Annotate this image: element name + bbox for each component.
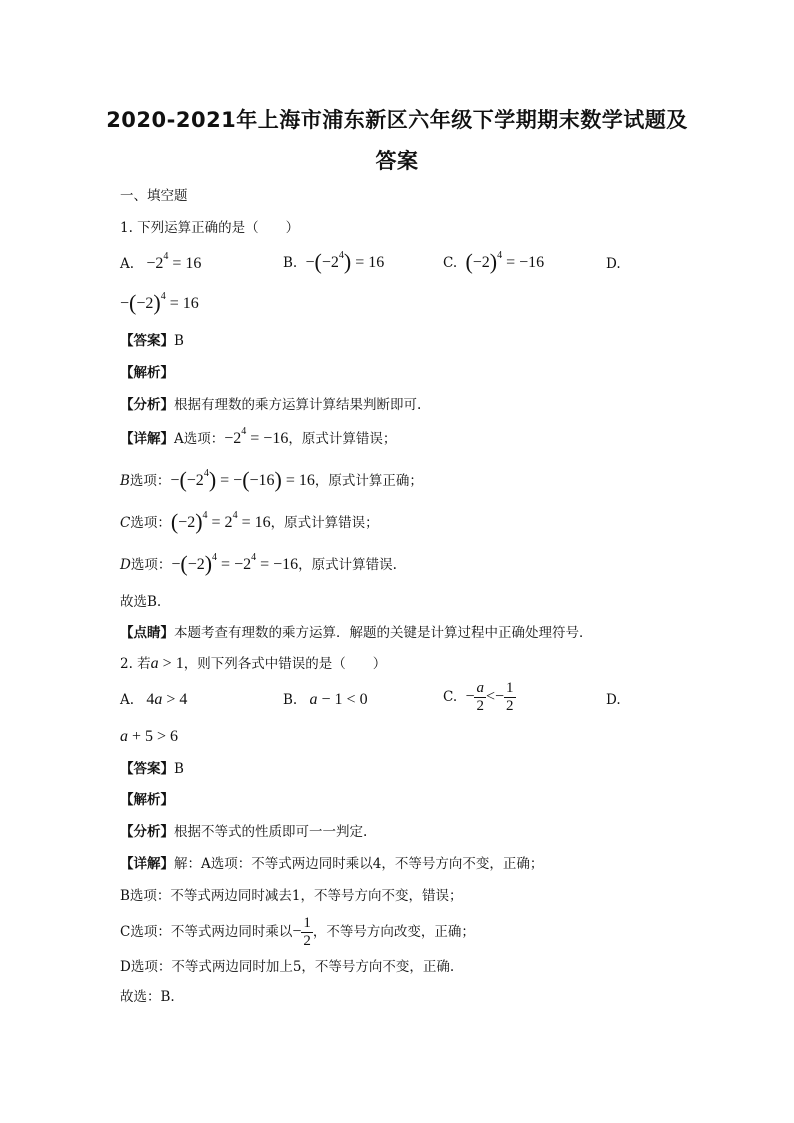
q2-option-b: B. a − 1 < 0 bbox=[283, 691, 368, 708]
q1-option-c-formula: $(-2)^4 = -16$ bbox=[465, 249, 545, 274]
q1-option-a-formula: $-2^4 = 16$ bbox=[138, 251, 202, 272]
q1-conclusion: 故选B. bbox=[120, 594, 162, 610]
q2-option-d-formula: a + 5 > 6 bbox=[120, 728, 179, 745]
q1-analysis-tag: 【解析】 bbox=[120, 365, 174, 381]
q1-detail-a: 【详解】A选项：$-2^4 = -16$，原式计算错误； bbox=[120, 426, 397, 447]
q2-conclusion: 故选：B. bbox=[120, 989, 175, 1005]
q1-answer: 【答案】B bbox=[120, 333, 184, 349]
q2-detail-d: D选项：不等式两边同时加上5，不等号方向不变，正确. bbox=[120, 959, 455, 975]
q1-option-d-formula: $-(-2)^4 = 16$ bbox=[120, 290, 199, 315]
q1-fenxi: 【分析】根据有理数的乘方运算计算结果判断即可. bbox=[120, 397, 422, 413]
q1-detail-c: C选项：$(-2)^4 = 2^4 = 16$，原式计算错误； bbox=[120, 509, 379, 534]
q1-detail-b: B选项：$-(-2^4) = -(-16) = 16$，原式计算正确； bbox=[120, 467, 423, 492]
q1-answer-value: B bbox=[174, 333, 184, 349]
q1-detail-d: D选项：$-(-2)^4 = -2^4 = -16$，原式计算错误. bbox=[120, 551, 397, 576]
q1-option-c-label: C. bbox=[443, 255, 458, 271]
q2-detail-c: C选项：不等式两边同时乘以− $\frac{1}{2}$ ，不等号方向改变，正确； bbox=[120, 915, 475, 949]
q2-stem: 2. 若a > 1，则下列各式中错误的是（ ） bbox=[120, 655, 387, 672]
q1-option-c bbox=[443, 249, 545, 274]
q1-option-b-label: B. bbox=[283, 255, 298, 271]
q1-review: 【点睛】本题考查有理数的乘方运算．解题的关键是计算过程中正确处理符号． bbox=[120, 625, 593, 641]
q2-answer-value: B bbox=[174, 761, 184, 777]
q2-option-c: C. − $\frac{a}{2}$ <− $\frac{1}{2}$ bbox=[443, 680, 514, 714]
section-heading: 一、填空题 bbox=[120, 188, 188, 204]
q1-option-d-label: D. bbox=[606, 256, 621, 272]
q1-option-a bbox=[120, 251, 202, 274]
q2-detail-b: B选项：不等式两边同时减去1，不等号方向不变，错误； bbox=[120, 888, 463, 904]
q2-option-a: A. 4a > 4 bbox=[120, 691, 188, 708]
q2-answer: 【答案】B bbox=[120, 761, 184, 777]
q1-option-b bbox=[283, 249, 385, 274]
q1-stem: 1. 下列运算正确的是（ ） bbox=[120, 220, 300, 236]
q2-option-d-label: D. bbox=[606, 692, 621, 708]
q2-fenxi: 【分析】根据不等式的性质即可一一判定. bbox=[120, 824, 368, 840]
q1-option-a-label: A. bbox=[120, 256, 135, 272]
q1-option-b-formula: $-(-2^4) = 16$ bbox=[301, 249, 385, 274]
q2-analysis-tag: 【解析】 bbox=[120, 792, 174, 808]
document-title-line-1: 2020-2021年上海市浦东新区六年级下学期期末数学试题及 bbox=[106, 108, 688, 132]
q2-detail-a: 【详解】解：A选项：不等式两边同时乘以4，不等号方向不变，正确； bbox=[120, 856, 544, 872]
document-title-line-2: 答案 bbox=[375, 149, 419, 173]
